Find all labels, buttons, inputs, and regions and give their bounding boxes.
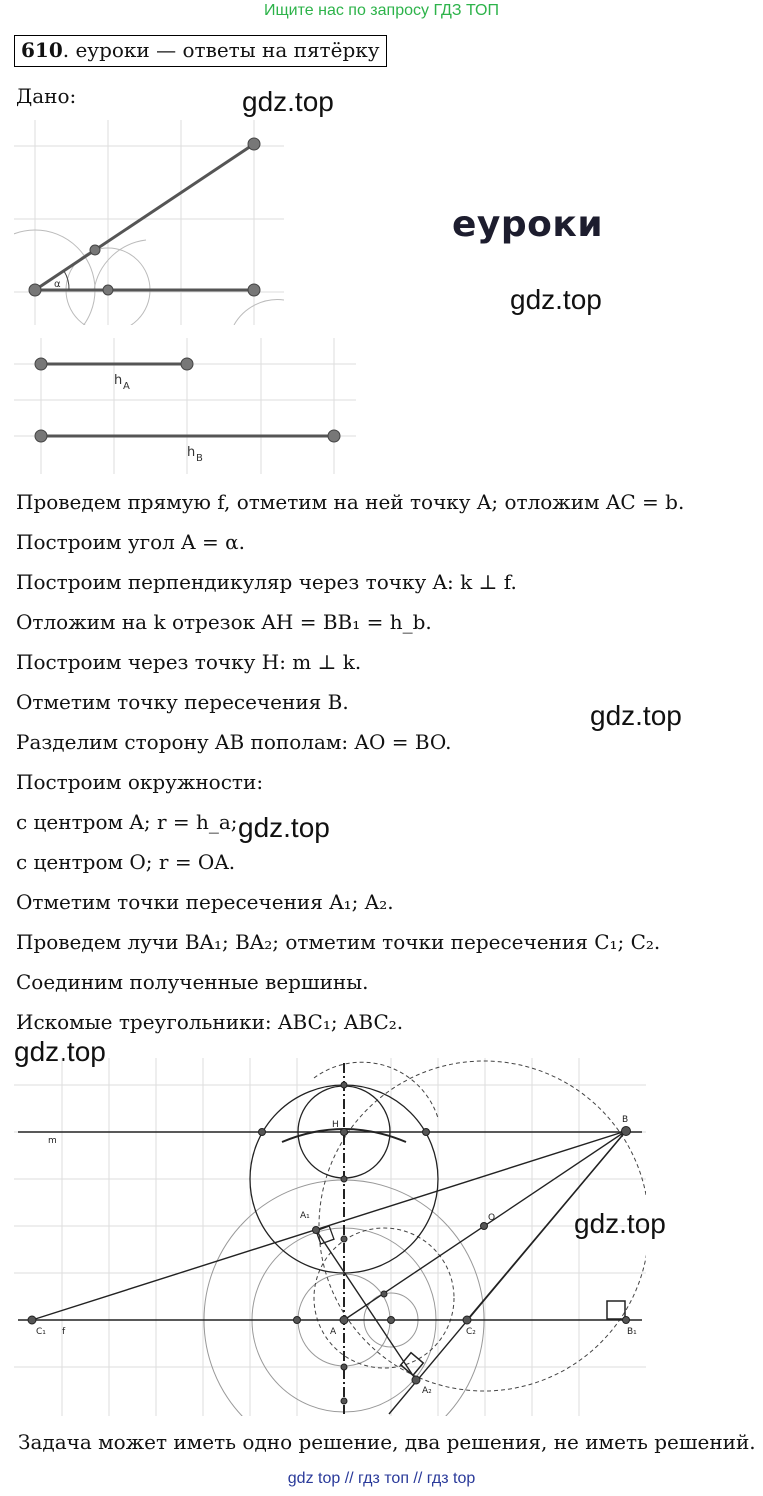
construction-figure (14, 1058, 646, 1416)
label-hb-sub: B (196, 453, 203, 464)
given-figure-heights (14, 338, 356, 474)
watermark-gdz: gdz.top (510, 284, 602, 315)
step-line: Построим угол A = α. (16, 530, 245, 554)
task-title-text: . еуроки — ответы на пятёрку (62, 38, 380, 62)
step-line: с центром O; r = OA. (16, 850, 236, 874)
given-figure-angle (14, 120, 284, 325)
label-c1: C₁ (36, 1327, 46, 1337)
search-banner: Ищите нас по запросу ГДЗ ТОП (264, 2, 499, 19)
step-line: Отметим точку пересечения B. (16, 690, 349, 714)
task-number: 610 (21, 38, 63, 62)
watermark-gdz: gdz.top (590, 700, 682, 731)
conclusion-text: Задача может иметь одно решение, два решения, не иметь решений. (18, 1430, 756, 1454)
label-a2: A₂ (422, 1386, 432, 1396)
label-b1: B₁ (627, 1327, 637, 1337)
step-line: Проведем лучи BA₁; BA₂; отметим точки пересечения C₁; C₂. (16, 930, 661, 954)
step-line: Искомые треугольники: ABC₁; ABC₂. (16, 1010, 404, 1034)
angle-alpha-label: α (54, 279, 61, 290)
given-label: Дано: (16, 84, 77, 108)
step-line: Построим перпендикуляр через точку A: k ⊥ f. (16, 570, 517, 594)
label-m: m (48, 1136, 57, 1146)
step-line: Отметим точки пересечения A₁; A₂. (16, 890, 394, 914)
footer-links: gdz top // гдз топ // гдз top (287, 1470, 476, 1487)
watermark-gdz: gdz.top (238, 812, 330, 843)
label-h: H (332, 1120, 339, 1130)
label-f: f (62, 1327, 66, 1337)
step-line: Проведем прямую f, отметим на ней точку A; отложим AC = b. (16, 490, 685, 514)
label-ha-sub: A (123, 381, 130, 392)
step-line: Построим через точку H: m ⊥ k. (16, 650, 362, 674)
label-b: B (622, 1115, 629, 1125)
watermark-brand: еуроки (452, 204, 604, 245)
label-o: O (488, 1213, 496, 1223)
watermark-gdz: gdz.top (242, 86, 334, 117)
step-line: Отложим на k отрезок AH = BB₁ = h_b. (16, 610, 432, 634)
label-hb: h (187, 445, 196, 460)
watermark-gdz: gdz.top (574, 1208, 666, 1239)
step-line: Разделим сторону AB пополам: AO = BO. (16, 730, 452, 754)
label-ha: h (114, 373, 123, 388)
task-title-box (14, 35, 387, 67)
step-line: Соединим полученные вершины. (16, 970, 369, 994)
watermark-gdz: gdz.top (14, 1036, 106, 1067)
grid (14, 1058, 646, 1416)
label-c2: C₂ (466, 1327, 476, 1337)
label-a1: A₁ (300, 1211, 310, 1221)
step-line: с центром A; r = h_a; (16, 810, 238, 834)
label-a: A (330, 1327, 337, 1337)
step-line: Построим окружности: (16, 770, 264, 794)
